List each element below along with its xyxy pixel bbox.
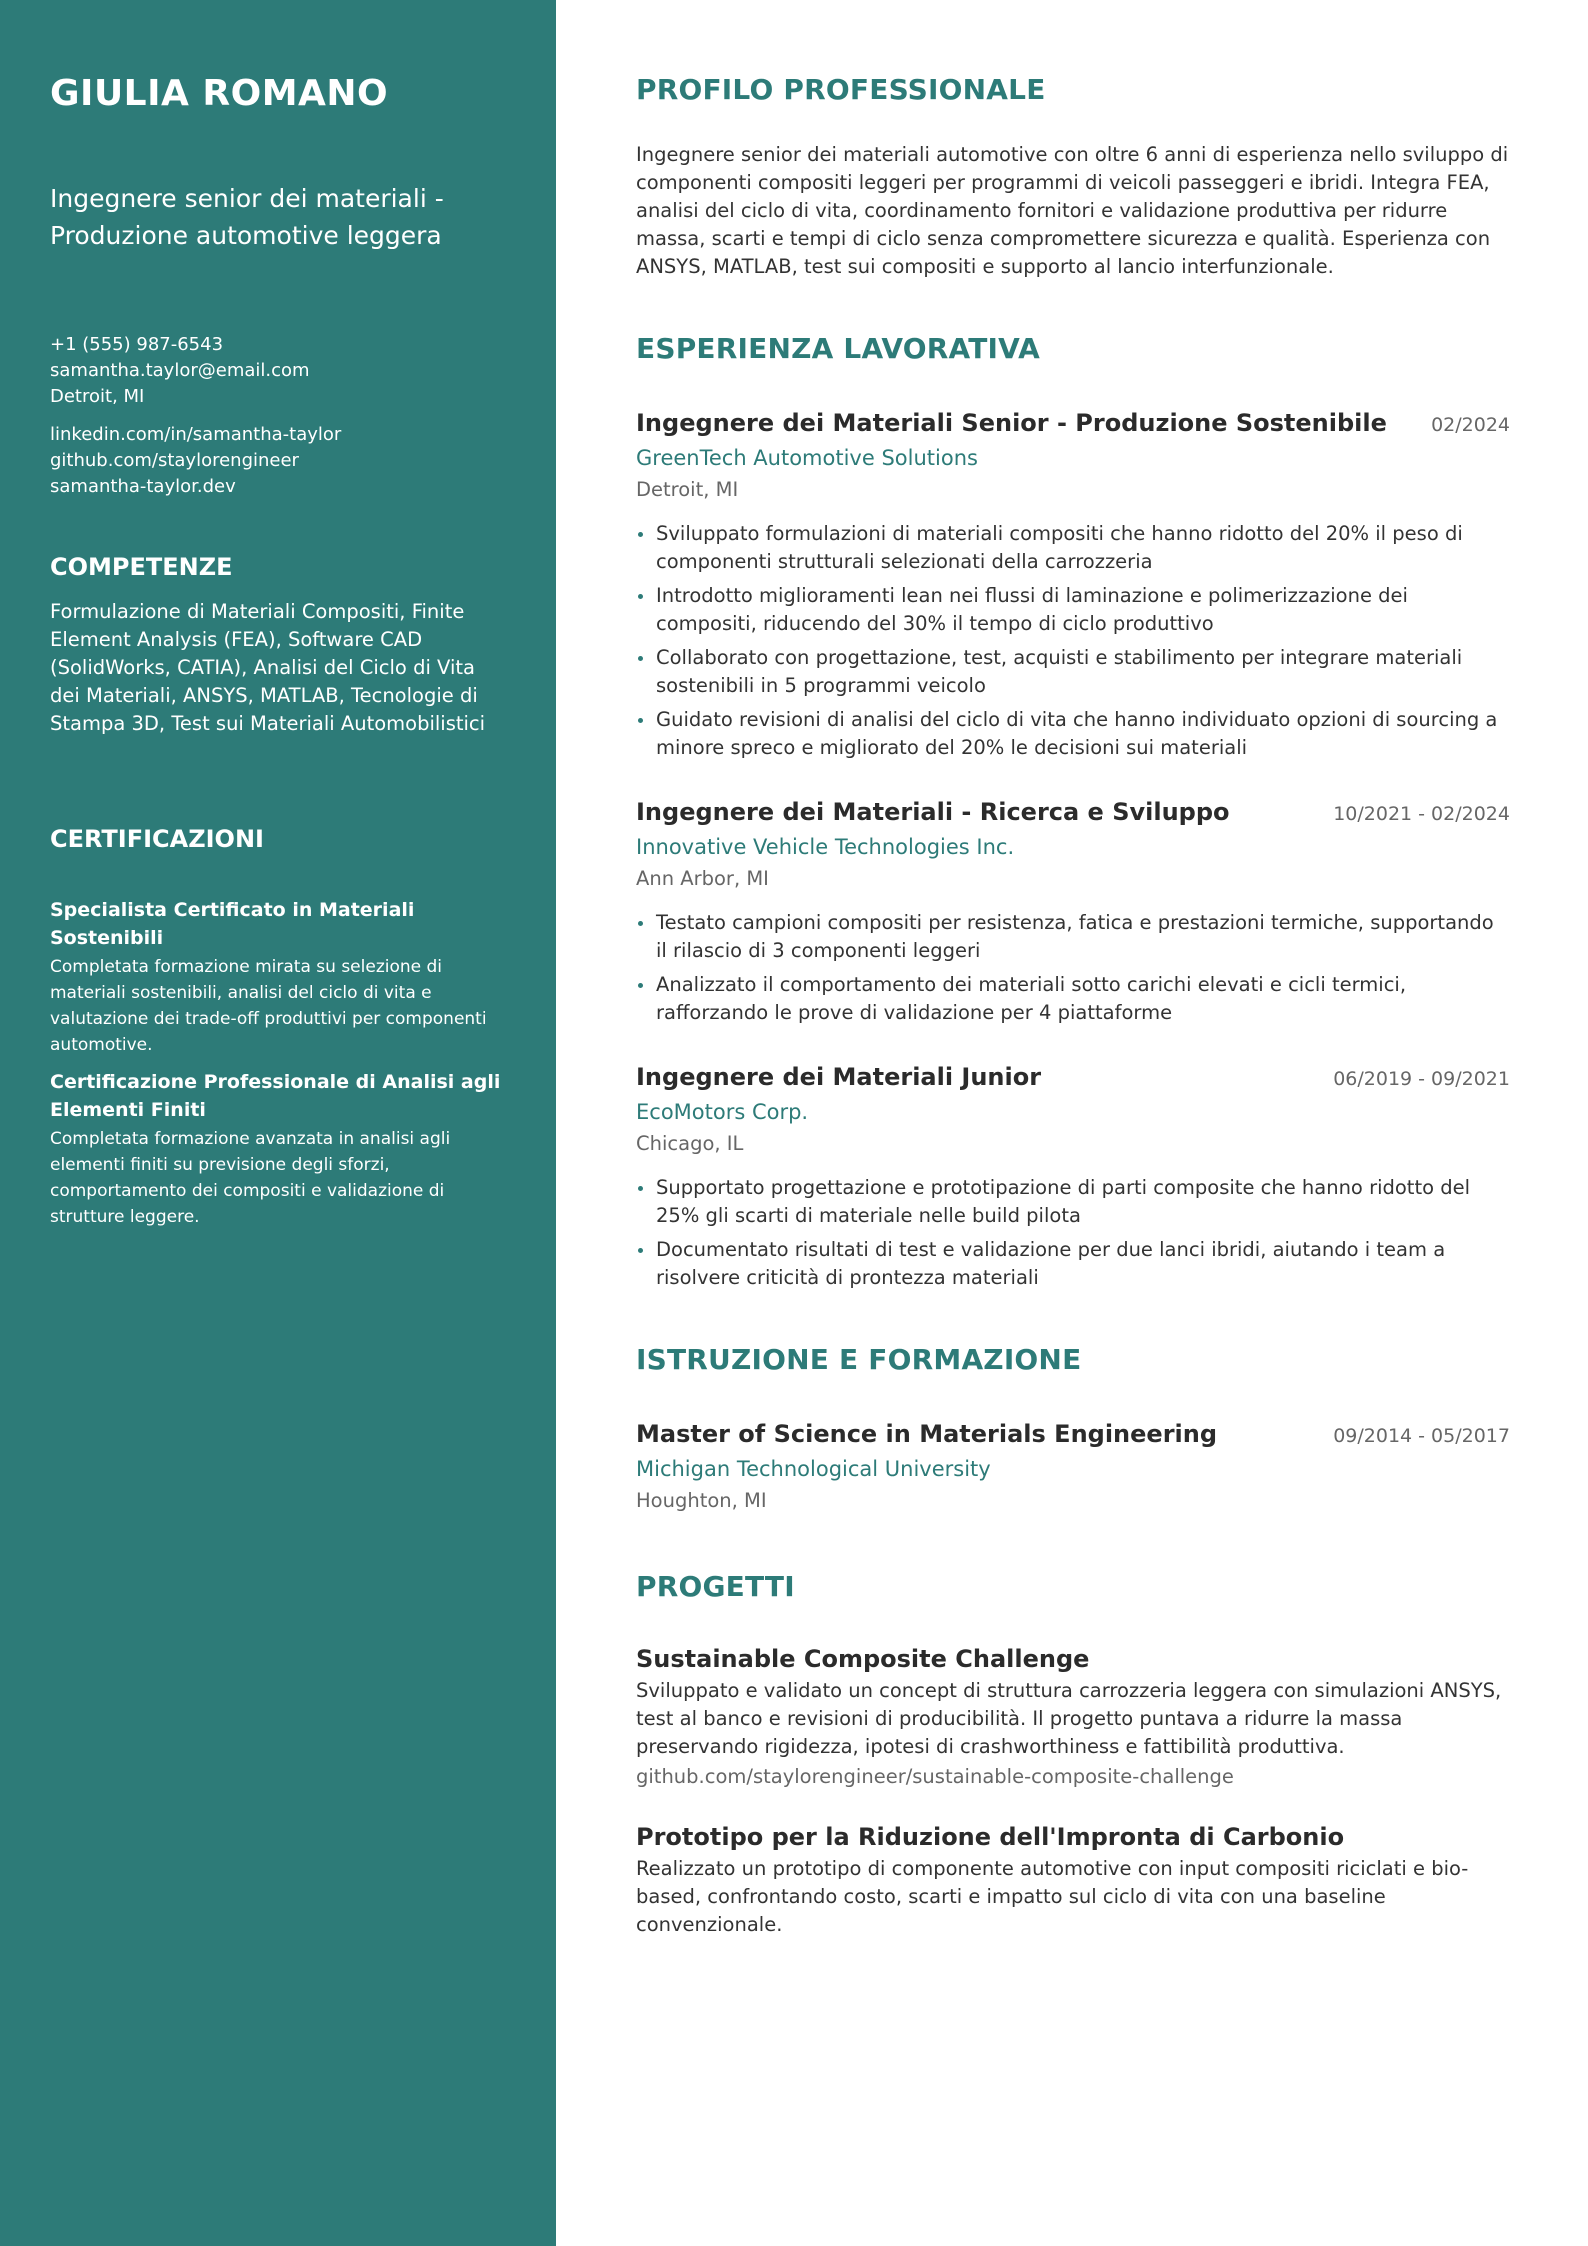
skills-heading: COMPETENZE (50, 553, 233, 581)
summary-heading: PROFILO PROFESSIONALE (636, 73, 1046, 106)
summary-text: Ingegnere senior dei materiali automotive con oltre 6 anni di esperienza nello sviluppo di componenti compositi leggeri per programmi di veicoli passeggeri e ibridi. Integra FEA, analisi del ciclo di vita, coordinamento fornitori e validazione produttiva per ridurre massa, scarti e tempi di ciclo senza compromettere sicurezza e qualità. Esperienza con ANSYS, MATLAB, test sui compositi e supporto al lancio interfunzionale. (636, 143, 1509, 278)
job-entry (636, 1061, 1510, 1292)
bullet-item: Documentato risultati di test e validazione per due lanci ibridi, aiutando i team a risolvere criticità di prontezza materiali (636, 1236, 1510, 1292)
job-location: Ann Arbor, MI (636, 867, 769, 890)
skills-list: Formulazione di Materiali Compositi, Finite Element Analysis (FEA), Software CAD (SolidWorks, CATIA), Analisi del Ciclo di Vita dei Materiali, ANSYS, MATLAB, Tecnologie di Stampa 3D, Test sui Materiali Automobilistici (50, 600, 486, 735)
education-date: 09/2014 - 05/2017 (1333, 1425, 1510, 1447)
certification-description: Completata formazione mirata su selezione di materiali sostenibili, analisi del ciclo di vita e valutazione dei trade-off produttivi per componenti automotive. (50, 957, 487, 1055)
bullet-item: Sviluppato formulazioni di materiali compositi che hanno ridotto del 20% il peso di componenti strutturali selezionati della carrozzeria (636, 520, 1510, 576)
education-heading: ISTRUZIONE E FORMAZIONE (636, 1343, 1082, 1376)
job-entry (636, 407, 1510, 762)
bullet-item: Collaborato con progettazione, test, acquisti e stabilimento per integrare materiali sostenibili in 5 programmi veicolo (636, 644, 1510, 700)
bullet-item: Testato campioni compositi per resistenza, fatica e prestazioni termiche, supportando il rilascio di 3 componenti leggeri (636, 909, 1510, 965)
location: Detroit, MI (50, 386, 145, 407)
job-location: Chicago, IL (636, 1132, 744, 1155)
main-content (556, 0, 1588, 2246)
company-name: GreenTech Automotive Solutions (636, 446, 978, 470)
job-title: Ingegnere dei Materiali - Ricerca e Sviluppo (636, 798, 1230, 826)
education-entry (636, 1418, 1510, 1515)
project-description: Realizzato un prototipo di componente automotive con input compositi riciclati e bio-based, confrontando costo, scarti e impatto sul ciclo di vita con una baseline convenzionale. (636, 1857, 1469, 1936)
project-title: Prototipo per la Riduzione dell'Impronta di Carbonio (636, 1823, 1345, 1851)
linkedin-link[interactable]: linkedin.com/in/samantha-taylor (50, 424, 342, 445)
phone: +1 (555) 987-6543 (50, 334, 224, 355)
job-title: Ingegnere dei Materiali Senior - Produzione Sostenibile (636, 409, 1387, 437)
job-entry (636, 796, 1510, 1027)
job-location: Detroit, MI (636, 478, 739, 501)
job-date: 02/2024 (1431, 414, 1510, 436)
project-entry (636, 1821, 1510, 1939)
certification-description: Completata formazione avanzata in analisi agli elementi finiti su previsione degli sforzi, comportamento dei compositi e validazione di strutture leggere. (50, 1129, 451, 1227)
job-title: Ingegnere dei Materiali Junior (636, 1063, 1042, 1091)
certification-title: Certificazione Professionale di Analisi agli Elementi Finiti (50, 1071, 501, 1121)
project-link[interactable]: github.com/staylorengineer/sustainable-composite-challenge (636, 1765, 1234, 1788)
company-name: Innovative Vehicle Technologies Inc. (636, 835, 1015, 859)
job-bullets (636, 909, 1510, 1027)
company-name: EcoMotors Corp. (636, 1100, 809, 1124)
bullet-item: Analizzato il comportamento dei materiali sotto carichi elevati e cicli termici, rafforzando le prove di validazione per 4 piattaforme (636, 971, 1510, 1027)
school-name: Michigan Technological University (636, 1457, 991, 1481)
project-title: Sustainable Composite Challenge (636, 1645, 1090, 1673)
degree-title: Master of Science in Materials Engineering (636, 1420, 1218, 1448)
certification-item (50, 896, 506, 1058)
github-link[interactable]: github.com/staylorengineer (50, 450, 299, 471)
job-bullets (636, 1174, 1510, 1292)
certification-title: Specialista Certificato in Materiali Sostenibili (50, 899, 415, 949)
certifications-heading: CERTIFICAZIONI (50, 825, 264, 853)
bullet-item: Introdotto miglioramenti lean nei flussi di laminazione e polimerizzazione dei compositi, riducendo del 30% il tempo di ciclo produttivo (636, 582, 1510, 638)
headline: Ingegnere senior dei materiali - Produzione automotive leggera (50, 184, 444, 250)
project-entry (636, 1643, 1510, 1791)
email[interactable]: samantha.taylor@email.com (50, 360, 310, 381)
candidate-name: GIULIA ROMANO (50, 73, 389, 114)
project-description: Sviluppato e validato un concept di struttura carrozzeria leggera con simulazioni ANSYS, test al banco e revisioni di producibilità. Il progetto puntava a ridurre la massa preservando rigidezza, ipotesi di crashworthiness e fattibilità produttiva. (636, 1679, 1502, 1758)
website-link[interactable]: samantha-taylor.dev (50, 476, 236, 497)
contact-info (50, 332, 506, 410)
certifications-list (50, 896, 506, 1230)
certification-item (50, 1068, 506, 1230)
job-date: 10/2021 - 02/2024 (1333, 803, 1510, 825)
bullet-item: Guidato revisioni di analisi del ciclo di vita che hanno individuato opzioni di sourcing a minore spreco e migliorato del 20% le decisioni sui materiali (636, 706, 1510, 762)
sidebar (0, 0, 556, 2246)
job-bullets (636, 520, 1510, 762)
job-date: 06/2019 - 09/2021 (1333, 1068, 1510, 1090)
school-location: Houghton, MI (636, 1489, 767, 1512)
profile-links (50, 422, 506, 500)
projects-heading: PROGETTI (636, 1570, 795, 1603)
experience-heading: ESPERIENZA LAVORATIVA (636, 332, 1041, 365)
bullet-item: Supportato progettazione e prototipazione di parti composite che hanno ridotto del 25% gli scarti di materiale nelle build pilota (636, 1174, 1510, 1230)
